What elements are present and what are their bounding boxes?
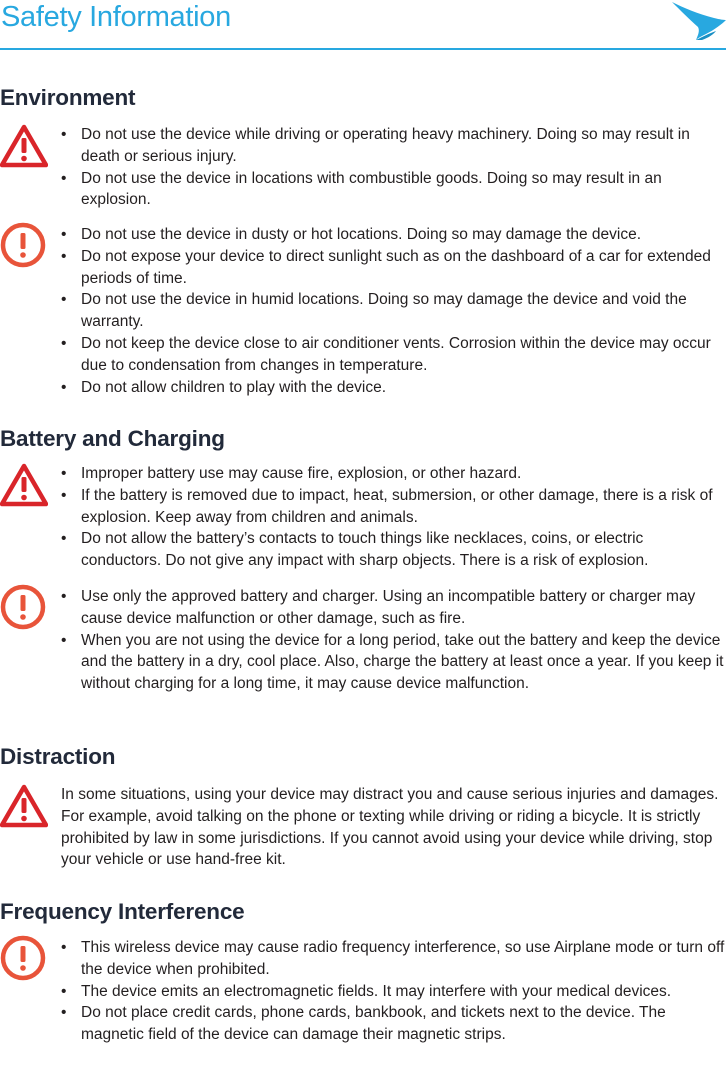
list-item: • Use only the approved battery and charger. Using an incompatible battery or charger may cause device malfunction or other damage, such as fire. bbox=[61, 586, 726, 630]
list-item: • Do not keep the device close to air conditioner vents. Corrosion within the device may occur due to condensation from changes in temperature. bbox=[61, 333, 726, 377]
warning-triangle-icon bbox=[0, 124, 48, 168]
list-item: • Do not use the device in dusty or hot locations. Doing so may damage the device. bbox=[61, 224, 726, 246]
header-rule bbox=[0, 48, 726, 50]
section-title-frequency: Frequency Interference bbox=[0, 899, 245, 924]
list-item: • Do not expose your device to direct sunlight such as on the dashboard of a car for extended periods of time. bbox=[61, 246, 726, 290]
list-item: • The device emits an electromagnetic fields. It may interfere with your medical devices. bbox=[61, 981, 726, 1003]
list-item: • Do not allow children to play with the device. bbox=[61, 377, 726, 399]
bluebird-logo-icon bbox=[668, 0, 726, 42]
caution-circle-icon bbox=[0, 222, 46, 268]
section-title-battery: Battery and Charging bbox=[0, 426, 225, 451]
warning-triangle-icon bbox=[0, 784, 48, 828]
list-item: • Do not use the device in humid locations. Doing so may damage the device and void the warranty. bbox=[61, 289, 726, 333]
list-item: • Do not use the device in locations with combustible goods. Doing so may result in an explosion. bbox=[61, 168, 726, 212]
list-item: • Do not use the device while driving or operating heavy machinery. Doing so may result in death or serious injury. bbox=[61, 124, 726, 168]
list-item: • This wireless device may cause radio frequency interference, so use Airplane mode or turn off the device when prohibited. bbox=[61, 937, 726, 981]
list-item: • Do not place credit cards, phone cards, bankbook, and tickets next to the device. The magnetic field of the device can damage their magnetic strips. bbox=[61, 1002, 726, 1046]
page-title: Safety Information bbox=[1, 1, 231, 33]
list-item: • Do not allow the battery’s contacts to touch things like necklaces, coins, or electric conductors. Do not give any impact with sharp objects. There is a risk of explosion. bbox=[61, 528, 726, 572]
list-item: • If the battery is removed due to impact, heat, submersion, or other damage, there is a risk of explosion. Keep away from children and animals. bbox=[61, 485, 726, 529]
caution-circle-icon bbox=[0, 584, 46, 630]
frequency-caution-list bbox=[61, 937, 726, 1046]
battery-caution-list bbox=[61, 586, 726, 695]
list-item: • Improper battery use may cause fire, explosion, or other hazard. bbox=[61, 463, 726, 485]
section-title-distraction: Distraction bbox=[0, 744, 116, 769]
environment-warning-list bbox=[61, 124, 726, 211]
section-title-environment: Environment bbox=[0, 85, 136, 110]
warning-triangle-icon bbox=[0, 463, 48, 507]
page-header bbox=[0, 0, 726, 50]
caution-circle-icon bbox=[0, 935, 46, 981]
battery-warning-list bbox=[61, 463, 726, 572]
distraction-text: In some situations, using your device may distract you and cause serious injuries and damages. For example, avoid talking on the phone or texting while driving or riding a bicycle. It is strictly prohibited by law in some jurisdictions. If you cannot avoid using your device while driving, stop your vehicle or use hand-free kit. bbox=[61, 786, 719, 869]
list-item: • When you are not using the device for a long period, take out the battery and keep the device and the battery in a dry, cool place. Also, charge the battery at least once a year. If you keep it without charging for a long time, it may cause device malfunction. bbox=[61, 630, 726, 695]
environment-caution-list bbox=[61, 224, 726, 398]
